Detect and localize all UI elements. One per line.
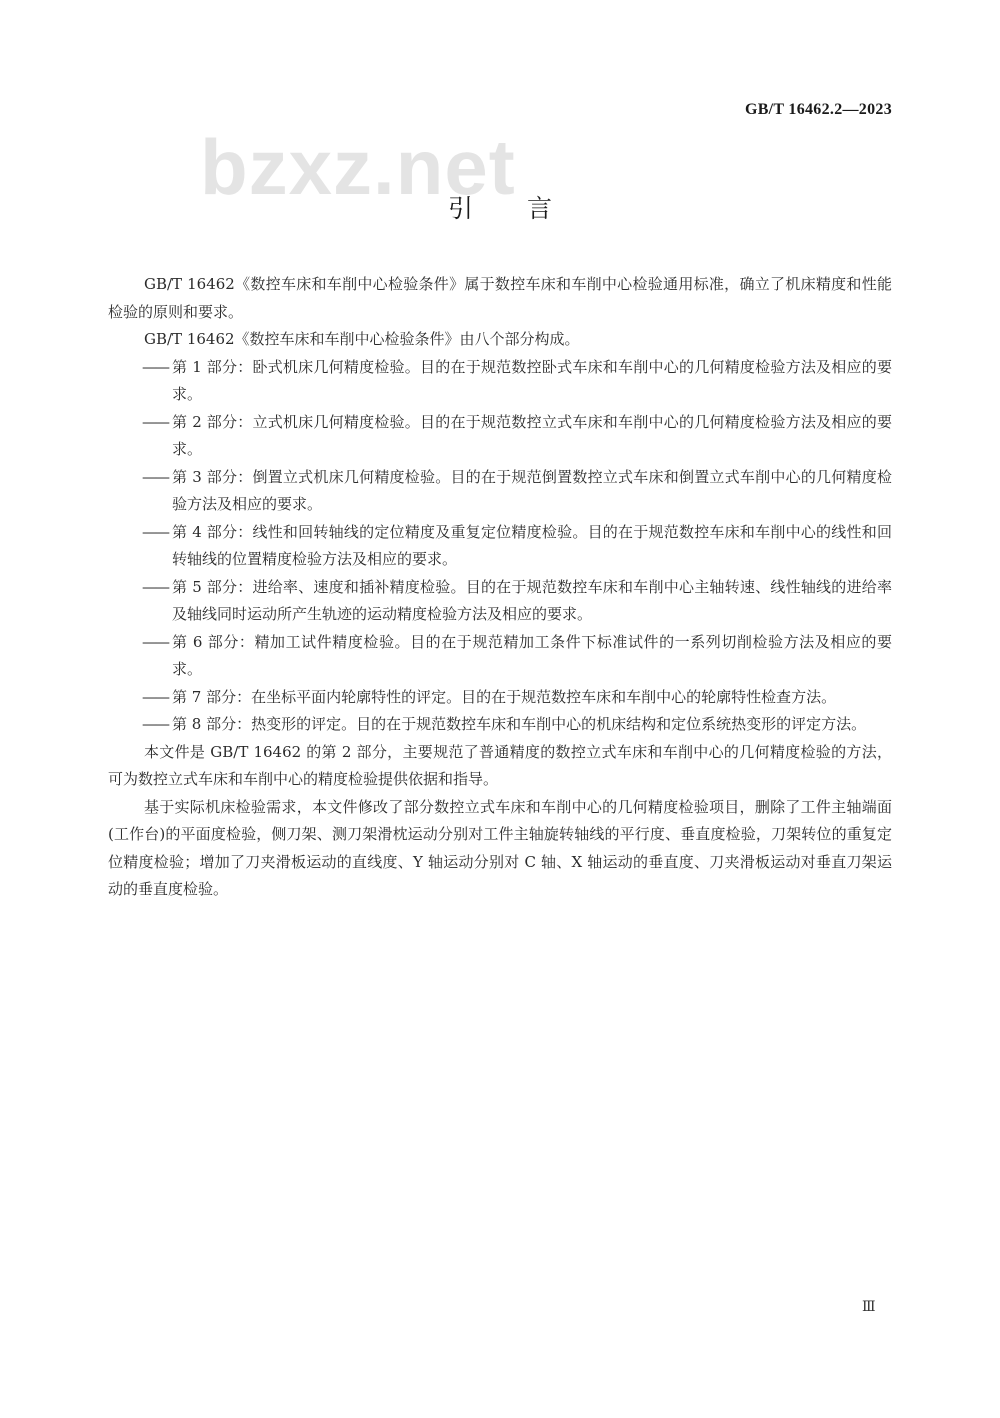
list-item: [108, 409, 892, 464]
list-dash: ——: [142, 522, 168, 541]
list-item-text: 第 7 部分：在坐标平面内轮廓特性的评定。目的在于规范数控车床和车削中心的轮廓特性检查方法。: [172, 687, 837, 706]
list-dash: ——: [142, 687, 168, 706]
list-item: [108, 574, 892, 629]
list-dash: ——: [142, 715, 168, 733]
outro-paragraph: 本文件是 GB/T 16462 的第 2 部分，主要规范了普通精度的数控立式车床和车削中心的几何精度检验的方法，可为数控立式车床和车削中心的精度检验提供依据和指导。: [108, 742, 892, 788]
list-item: [108, 354, 892, 409]
list-dash: ——: [142, 577, 168, 596]
list-item: [108, 629, 892, 684]
list-dash: ——: [142, 357, 168, 376]
watermark: bzxz.net: [200, 123, 516, 211]
list-dash: ——: [142, 467, 168, 486]
list-dash: ——: [142, 632, 168, 651]
list-item-text: 第 6 部分：精加工试件精度检验。目的在于规范精加工条件下标准试件的一系列切削检验方法及相应的要求。: [172, 632, 892, 678]
list-item-text: 第 5 部分：进给率、速度和插补精度检验。目的在于规范数控车床和车削中心主轴转速、线性轴线的进给率及轴线同时运动所产生轨迹的运动精度检验方法及相应的要求。: [172, 577, 892, 623]
document-body: [108, 271, 892, 904]
list-item: [108, 684, 892, 712]
list-item-text: 第 2 部分：立式机床几何精度检验。目的在于规范数控立式车床和车削中心的几何精度检验方法及相应的要求。: [172, 412, 892, 458]
intro-paragraph: GB/T 16462《数控车床和车削中心检验条件》属于数控车床和车削中心检验通用标准，确立了机床精度和性能检验的原则和要求。: [108, 275, 892, 321]
list-item-text: 第 4 部分：线性和回转轴线的定位精度及重复定位精度检验。目的在于规范数控车床和车削中心的线性和回转轴线的位置精度检验方法及相应的要求。: [172, 522, 892, 568]
outro-paragraph: 基于实际机床检验需求，本文件修改了部分数控立式车床和车削中心的几何精度检验项目，删除了工件主轴端面(工作台)的平面度检验，侧刀架、测刀架滑枕运动分别对工件主轴旋转轴线的平行度、垂直度检验，刀架转位的重复定位精度检验；增加了刀夹滑板运动的直线度、Y 轴运动分别对 C 轴、X 轴运动的垂直度、刀夹滑板运动对垂直刀架运动的垂直度检验。: [108, 797, 892, 898]
standard-code: GB/T 16462.2—2023: [744, 101, 892, 118]
list-item: [108, 711, 892, 739]
page-title: 引言: [447, 194, 606, 223]
page-number: Ⅲ: [862, 1300, 876, 1315]
intro-paragraph: GB/T 16462《数控车床和车削中心检验条件》由八个部分构成。: [144, 330, 580, 348]
list-item: [108, 519, 892, 574]
list-item-text: 第 1 部分：卧式机床几何精度检验。目的在于规范数控卧式车床和车削中心的几何精度检验方法及相应的要求。: [172, 357, 892, 403]
list-item-text: 第 3 部分：倒置立式机床几何精度检验。目的在于规范倒置数控立式车床和倒置立式车削中心的几何精度检验方法及相应的要求。: [172, 467, 892, 513]
list-dash: ——: [142, 412, 168, 431]
list-item: [108, 464, 892, 519]
list-item-text: 第 8 部分：热变形的评定。目的在于规范数控车床和车削中心的机床结构和定位系统热变形的评定方法。: [172, 715, 867, 733]
